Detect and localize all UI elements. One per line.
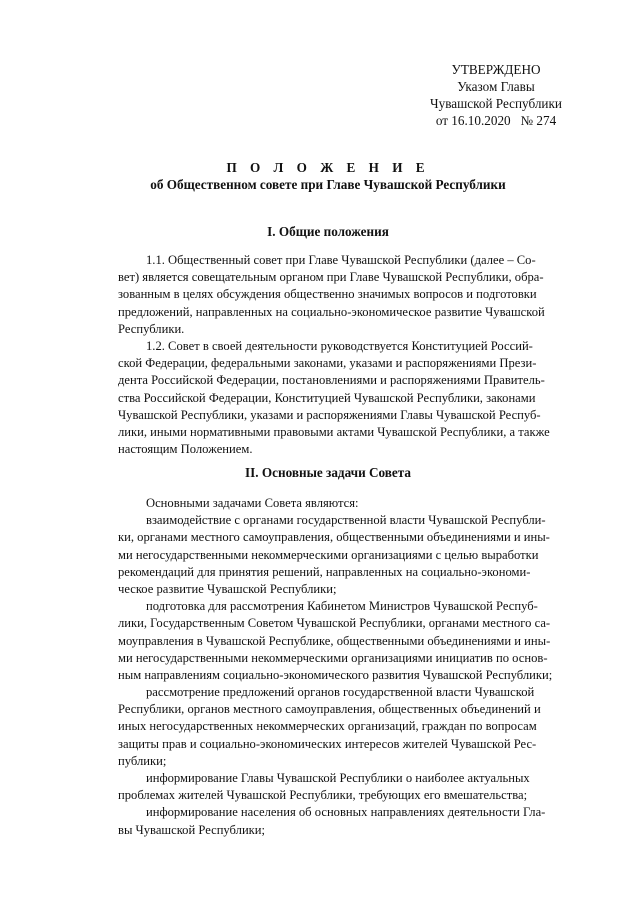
- document-title-block: [118, 159, 538, 193]
- text-line: рассмотрение предложений органов государственной власти Чувашской: [146, 685, 535, 700]
- text-line: 1.2. Совет в своей деятельности руководствуется Конституцией Россий-: [146, 338, 533, 353]
- text-line: ки, органами местного самоуправления, общественными объединениями и ины-: [118, 530, 550, 545]
- text-line: публики;: [118, 753, 167, 768]
- section-body: [118, 495, 598, 839]
- text-line: вет) является совещательным органом при Главе Чувашской Республики, обра-: [118, 270, 544, 285]
- text-line: дента Российской Федерации, постановлениями и распоряжениями Правитель-: [118, 373, 545, 388]
- text-line: ми негосударственными некоммерческими организациями с целью выработки: [118, 547, 539, 562]
- text-line: информирование населения об основных направлениях деятельности Гла-: [146, 805, 546, 820]
- text-line: настоящим Положением.: [118, 442, 253, 457]
- text-line: защиты прав и социально-экономических интересов жителей Чувашской Рес-: [118, 736, 537, 751]
- section-heading: II. Основные задачи Совета: [245, 465, 411, 480]
- text-line: 1.1. Общественный совет при Главе Чувашской Республики (далее – Со-: [146, 253, 536, 267]
- document-title: П О Л О Ж Е Н И Е: [226, 160, 430, 175]
- text-line: Основными задачами Совета являются:: [146, 496, 359, 510]
- text-line: лики, иными нормативными правовыми актами Чувашской Республики, а также: [118, 424, 550, 439]
- text-line: информирование Главы Чувашской Республики о наиболее актуальных: [146, 771, 530, 785]
- approval-date: от 16.10.2020 № 274: [435, 113, 557, 128]
- approval-stamp: [396, 61, 596, 129]
- text-line: Республики.: [118, 321, 185, 336]
- text-line: предложений, направленных на социально-экономическое развитие Чувашской: [118, 304, 545, 319]
- text-line: иных негосударственных некоммерческих организаций, граждан по вопросам: [118, 719, 537, 734]
- text-line: рекомендаций для принятия решений, направленных на социально-экономи-: [118, 564, 531, 579]
- text-line: подготовка для рассмотрения Кабинетом Министров Чувашской Респуб-: [146, 599, 538, 614]
- text-line: взаимодействие с органами государственной власти Чувашской Республи-: [146, 513, 546, 528]
- text-line: ческое развитие Чувашской Республики;: [118, 581, 337, 596]
- text-line: ства Российской Федерации, Конституцией Чувашской Республики, законами: [118, 390, 536, 405]
- section-body: [118, 252, 598, 458]
- text-line: проблемах жителей Чувашской Республики, требующих его вмешательства;: [118, 788, 528, 803]
- section-heading: I. Общие положения: [267, 224, 389, 239]
- text-line: Республики, органов местного самоуправления, общественных объединений и: [118, 702, 541, 717]
- approval-status: УТВЕРЖДЕНО: [451, 62, 541, 77]
- text-line: лики, Государственным Советом Чувашской Республики, органами местного са-: [118, 616, 551, 631]
- approval-by: Указом Главы: [457, 79, 535, 94]
- text-line: ным направлениям социально-экономического развития Чувашской Республики;: [118, 667, 553, 682]
- text-line: ми негосударственными некоммерческими организациями инициатив по основ-: [118, 650, 548, 665]
- text-line: моуправления в Чувашской Республике, общественными объединениями и ины-: [118, 633, 551, 648]
- text-line: зованным в целях обсуждения общественно значимых вопросов и подготовки: [118, 287, 537, 302]
- text-line: вы Чувашской Республики;: [118, 822, 266, 837]
- text-line: Чувашской Республики, указами и распоряжениями Главы Чувашской Респуб-: [118, 407, 541, 422]
- document-subtitle: об Общественном совете при Главе Чувашской Республики: [150, 177, 506, 192]
- text-line: ской Федерации, федеральными законами, указами и распоряжениями Прези-: [118, 356, 537, 371]
- approval-org: Чувашской Республики: [430, 96, 562, 111]
